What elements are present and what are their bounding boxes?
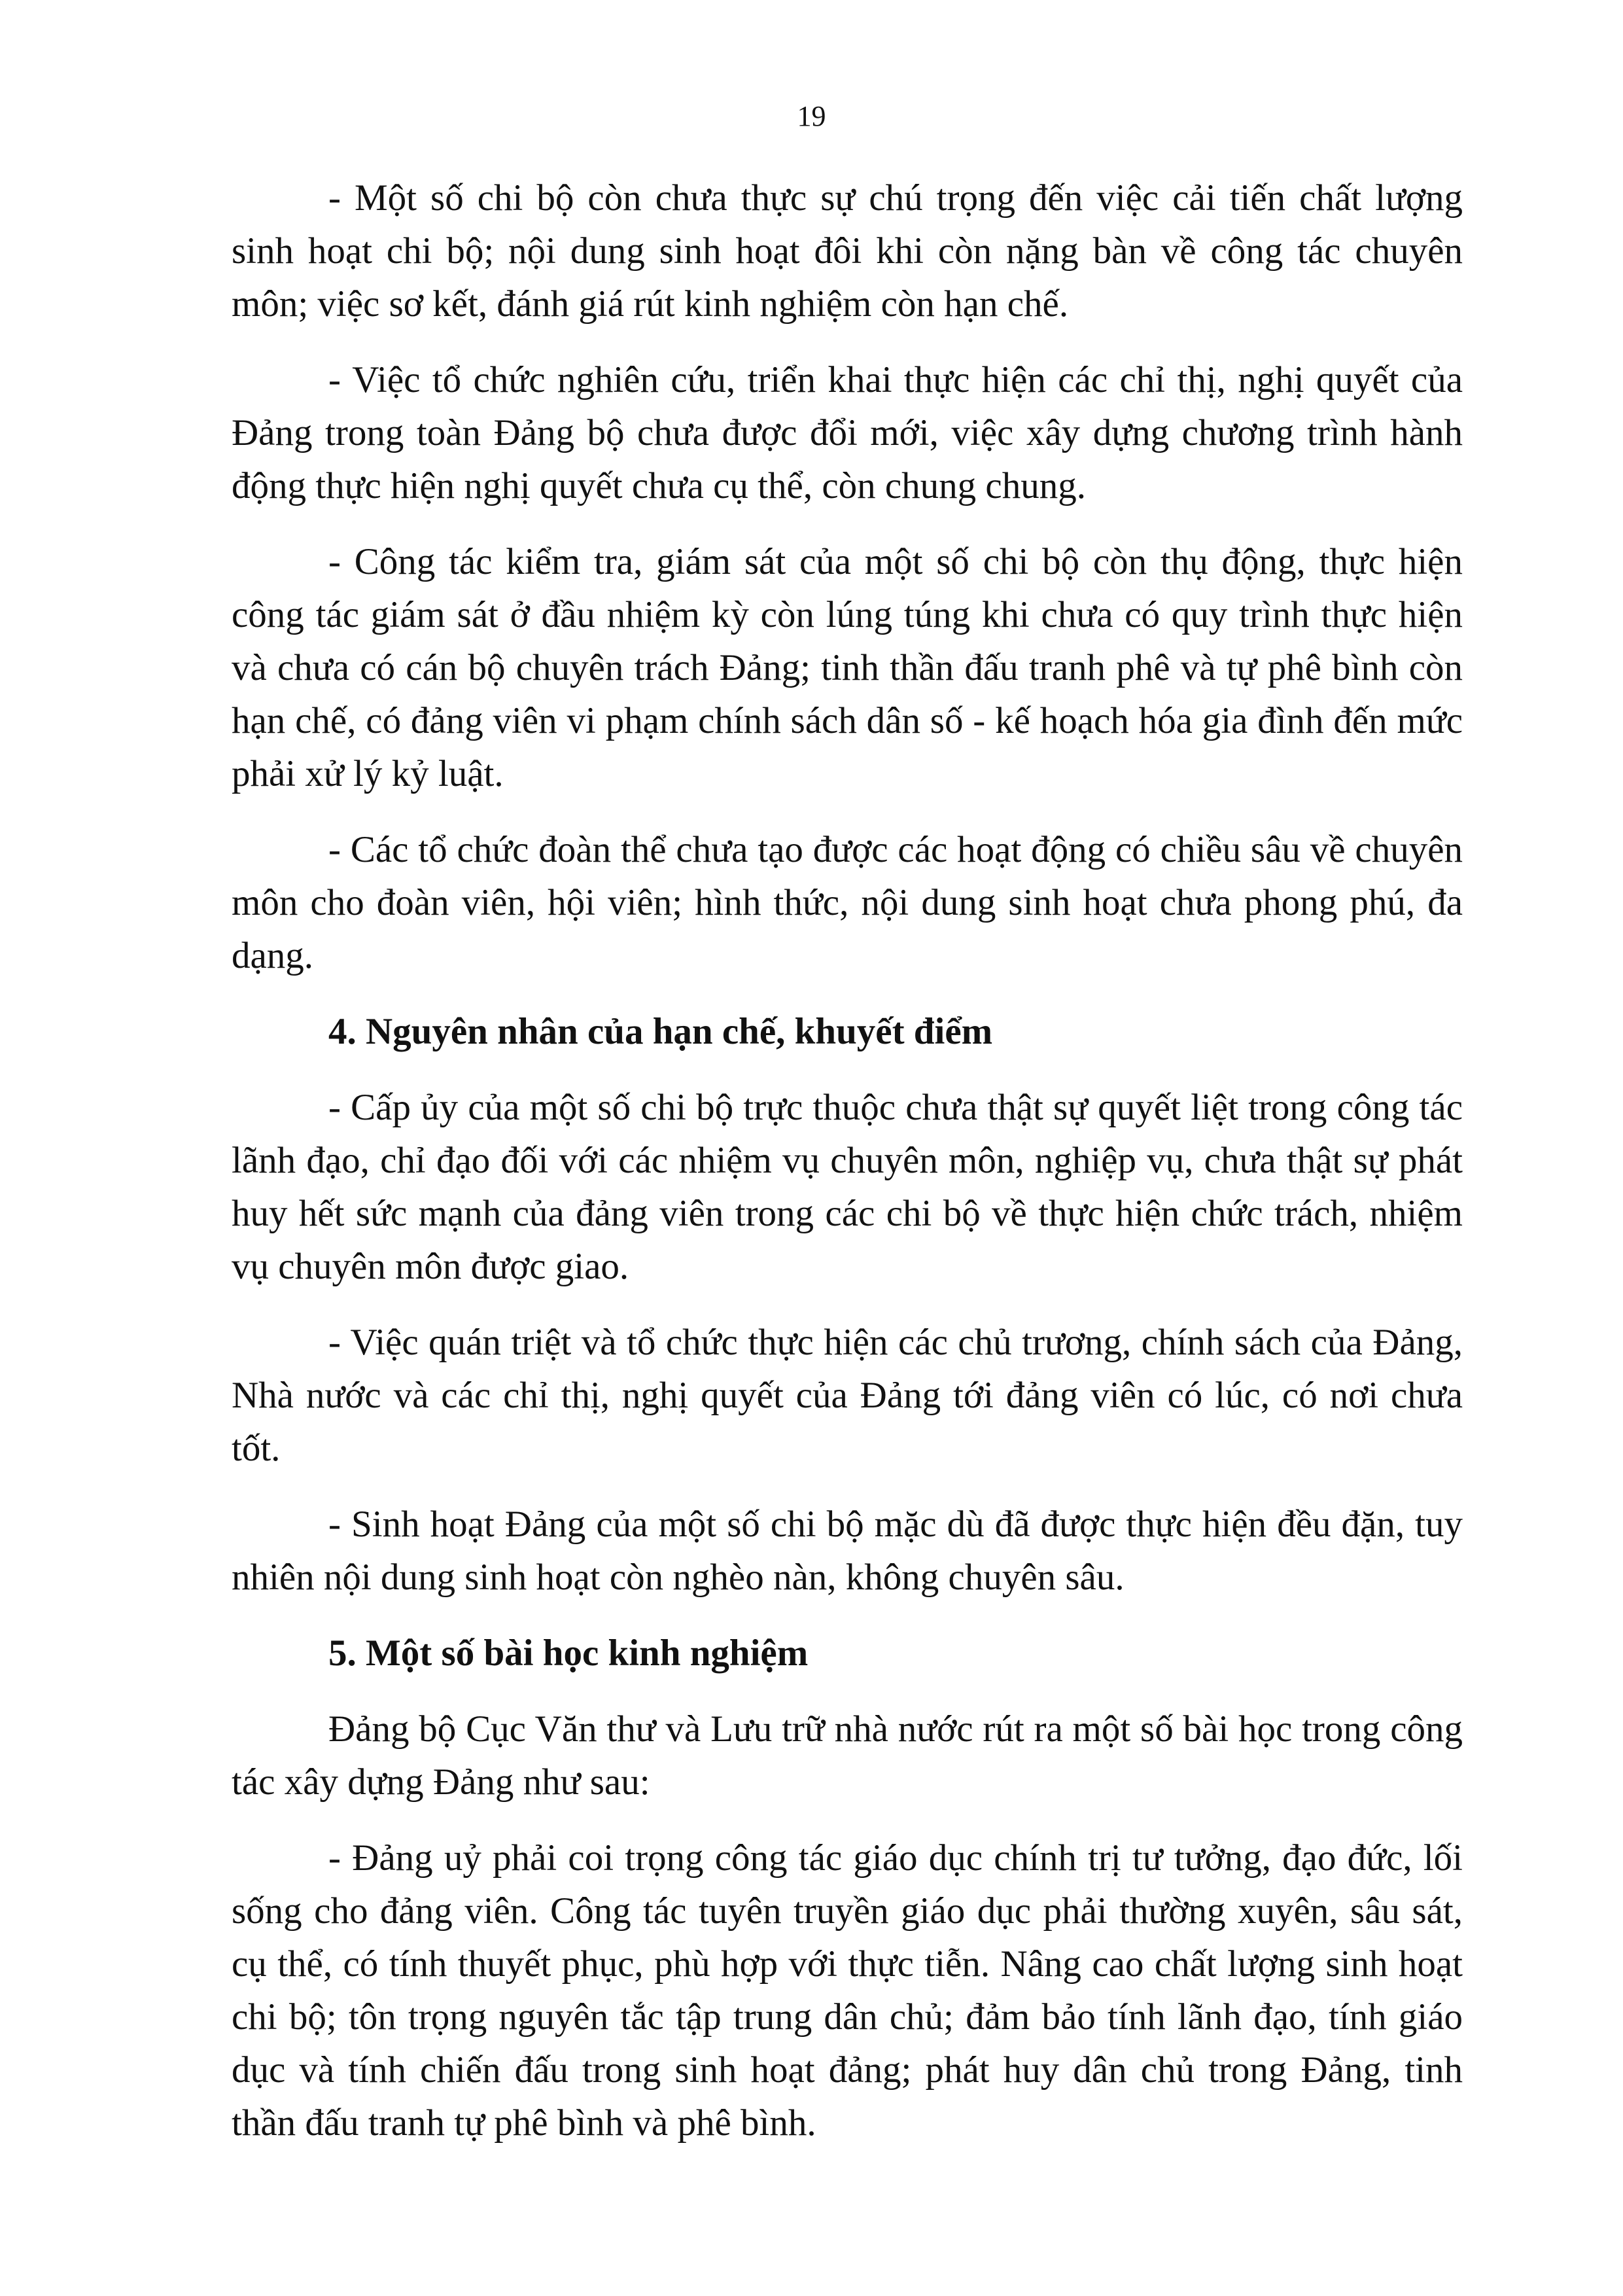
paragraph: - Công tác kiểm tra, giám sát của một số chi bộ còn thụ động, thực hiện công tác giám sát ở đầu nhiệm kỳ còn lúng túng khi chưa có quy trình thực hiện và chưa có cán bộ chuyên trách Đảng; tinh thần đấu tranh phê và tự phê bình còn hạn chế, có đảng viên vi phạm chính sách dân số - kế hoạch hóa gia đình đến mức phải xử lý kỷ luật.	[232, 541, 1463, 794]
paragraph: Đảng bộ Cục Văn thư và Lưu trữ nhà nước rút ra một số bài học trong công tác xây dựng Đảng như sau:	[232, 1708, 1463, 1803]
paragraph: - Cấp ủy của một số chi bộ trực thuộc chưa thật sự quyết liệt trong công tác lãnh đạo, chỉ đạo đối với các nhiệm vụ chuyên môn, nghiệp vụ, chưa thật sự phát huy hết sức mạnh của đảng viên trong các chi bộ về thực hiện chức trách, nhiệm vụ chuyên môn được giao.	[232, 1087, 1463, 1287]
paragraph: - Việc tổ chức nghiên cứu, triển khai thực hiện các chỉ thị, nghị quyết của Đảng trong toàn Đảng bộ chưa được đổi mới, việc xây dựng chương trình hành động thực hiện nghị quyết chưa cụ thể, còn chung chung.	[232, 359, 1463, 506]
section-heading: 5. Một số bài học kinh nghiệm	[328, 1633, 809, 1674]
paragraph: - Sinh hoạt Đảng của một số chi bộ mặc dù đã được thực hiện đều đặn, tuy nhiên nội dung sinh hoạt còn nghèo nàn, không chuyên sâu.	[232, 1504, 1463, 1598]
document-body	[232, 171, 1463, 2172]
paragraph: - Đảng uỷ phải coi trọng công tác giáo dục chính trị tư tưởng, đạo đức, lối sống cho đảng viên. Công tác tuyên truyền giáo dục phải thường xuyên, sâu sát, cụ thể, có tính thuyết phục, phù hợp với thực tiễn. Nâng cao chất lượng sinh hoạt chi bộ; tôn trọng nguyên tắc tập trung dân chủ; đảm bảo tính lãnh đạo, tính giáo dục và tính chiến đấu trong sinh hoạt đảng; phát huy dân chủ trong Đảng, tinh thần đấu tranh tự phê bình và phê bình.	[232, 1837, 1463, 2144]
paragraph: - Các tổ chức đoàn thể chưa tạo được các hoạt động có chiều sâu về chuyên môn cho đoàn viên, hội viên; hình thức, nội dung sinh hoạt chưa phong phú, đa dạng.	[232, 829, 1463, 976]
paragraph: - Việc quán triệt và tổ chức thực hiện các chủ trương, chính sách của Đảng, Nhà nước và các chỉ thị, nghị quyết của Đảng tới đảng viên có lúc, có nơi chưa tốt.	[232, 1322, 1463, 1469]
page-number: 19	[797, 100, 826, 132]
paragraph: - Một số chi bộ còn chưa thực sự chú trọng đến việc cải tiến chất lượng sinh hoạt chi bộ; nội dung sinh hoạt đôi khi còn nặng bàn về công tác chuyên môn; việc sơ kết, đánh giá rút kinh nghiệm còn hạn chế.	[232, 177, 1463, 325]
section-heading: 4. Nguyên nhân của hạn chế, khuyết điểm	[328, 1011, 993, 1052]
